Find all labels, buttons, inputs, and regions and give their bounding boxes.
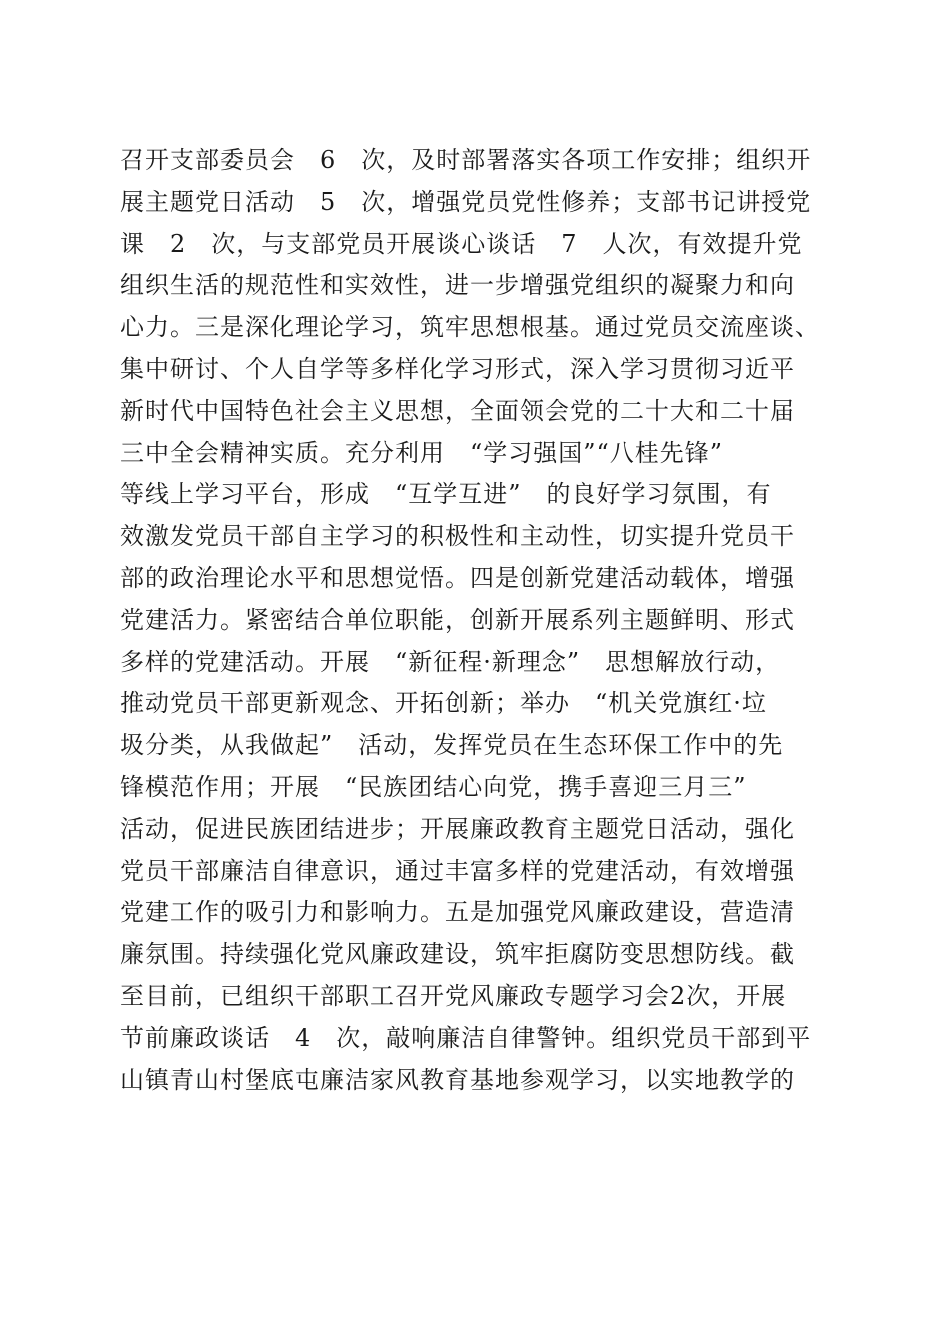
text-line: 召开支部委员会 6 次，及时部署落实各项工作安排；组织开 — [120, 146, 812, 174]
text-line: 集中研讨、个人自学等多样化学习形式，深入学习贯彻习近平 — [120, 354, 795, 383]
text-line: 效激发党员干部自主学习的积极性和主动性，切实提升党员干 — [120, 522, 795, 551]
text-line: 党建工作的吸引力和影响力。五是加强党风廉政建设，营造清 — [120, 898, 795, 927]
text-line: 至目前，已组织干部职工召开党风廉政专题学习会2次，开展 — [120, 981, 787, 1010]
text-line: 党建活力。紧密结合单位职能，创新开展系列主题鲜明、形式 — [120, 605, 795, 634]
text-line: 组织生活的规范性和实效性，进一步增强党组织的凝聚力和向 — [120, 271, 795, 300]
text-line: 圾分类，从我做起” 活动，发挥党员在生态环保工作中的先 — [120, 731, 784, 760]
text-line: 三中全会精神实质。充分利用 “学习强国”“八桂先锋” — [120, 438, 724, 467]
text-line: 锋模范作用；开展 “民族团结心向党，携手喜迎三月三” — [120, 772, 747, 801]
text-line: 山镇青山村堡底屯廉洁家风教育基地参观学习，以实地教学的 — [120, 1065, 795, 1094]
text-line: 党员干部廉洁自律意识，通过丰富多样的党建活动，有效增强 — [120, 856, 795, 885]
text-line: 心力。三是深化理论学习，筑牢思想根基。通过党员交流座谈、 — [120, 313, 820, 342]
text-line: 推动党员干部更新观念、开拓创新；举办 “机关党旗红·垃 — [120, 689, 767, 718]
text-line: 多样的党建活动。开展 “新征程·新理念” 思想解放行动， — [120, 647, 781, 676]
text-line: 等线上学习平台，形成 “互学互进” 的良好学习氛围，有 — [120, 480, 772, 509]
text-line: 节前廉政谈话 4 次，敲响廉洁自律警钟。组织党员干部到平 — [120, 1023, 812, 1052]
body-text — [120, 140, 840, 1101]
text-line: 新时代中国特色社会主义思想，全面领会党的二十大和二十届 — [120, 396, 795, 425]
text-line: 展主题党日活动 5 次，增强党员党性修养；支部书记讲授党 — [120, 187, 812, 216]
text-line: 课 2 次，与支部党员开展谈心谈话 7 人次，有效提升党 — [120, 229, 803, 258]
text-line: 部的政治理论水平和思想觉悟。四是创新党建活动载体，增强 — [120, 563, 795, 592]
text-line: 廉氛围。持续强化党风廉政建设，筑牢拒腐防变思想防线。截 — [120, 940, 795, 969]
text-line: 活动，促进民族团结进步；开展廉政教育主题党日活动，强化 — [120, 814, 795, 843]
